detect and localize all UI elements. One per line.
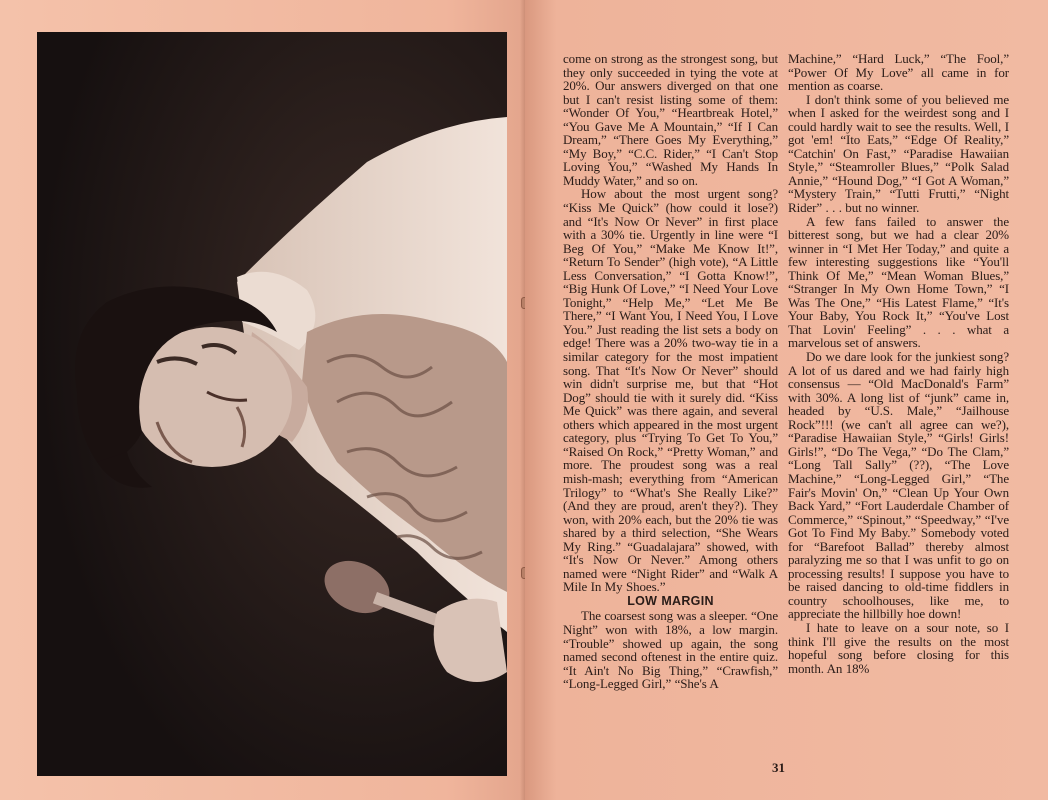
subheading: LOW MARGIN [627, 593, 714, 608]
paragraph: A few fans failed to answer the bitterest song, but we had a clear 20% winner in “I Met Her Today,” and quite a few interesting suggestions like “You'll Think Of Me,” “Mean Woman Blues,” “Stranger In My Own Home Town,” “I Was The One,” “His Latest Flame,” “It's Your Baby, You Rock It,” “You've Lost That Lovin' Feeling” . . . what a marvelous set of answers. [788, 213, 1009, 351]
paragraph: The coarsest song was a sleeper. “One Night” won with 18%, a low margin. “Trouble” showed up again, the song named second oftenest in the entire quiz. “It Ain't No Big Thing,” “Crawfish,” “Long-Legged Girl,” “She's A [563, 608, 778, 692]
text-column-1 [563, 52, 778, 691]
paragraph: I don't think some of you believed me when I asked for the weirdest song and I could hardly wait to see the results. Well, I got 'em! “Ito Eats,” “Edge Of Reality,” “Catchin' On Fast,” “Paradise Hawaiian Style,” “Steamroller Blues,” “Polk Salad Annie,” “Hound Dog,” “I Got A Woman,” “Mystery Train,” “Tutti Frutti,” “Night Rider” . . . but no winner. [788, 91, 1009, 216]
singer-photo [37, 32, 507, 776]
paragraph: Machine,” “Hard Luck,” “The Fool,” “Power Of My Love” all came in for mention as coarse. [788, 51, 1009, 94]
paragraph: I hate to leave on a sour note, so I think I'll give the results on the most hopeful song before closing for this month. An 18% [788, 619, 1009, 676]
paragraph: Do we dare look for the junkiest song? A lot of us dared and we had fairly high consensus — “Old MacDonald's Farm” with 30%. A long list of “junk” came in, headed by “U.S. Male,” “Jailhouse Rock”!!! (we can't all agree can we?), “Paradise Hawaiian Style,” “Girls! Girls! Girls!”, “Do The Vega,” “Do The Clam,” “Long Tall Sally” (??), “The Love Machine,” “Long-Legged Girl,” “The Fair's Movin' On,” “Clean Up Your Own Back Yard,” “Fort Lauderdale Chamber of Commerce,” “Spinout,” “Speedway,” “I've Got To Find My Baby.” Somebody voted for “Barefoot Ballad” thereby almost paralyzing me so that I was unfit to go on processing results! I suppose you have to be raised dancing to old-time fiddlers in country schoolhouses, like me, to appreciate the hillbilly hoe down! [788, 349, 1009, 622]
page-number: 31 [772, 760, 785, 775]
text-column-2 [788, 52, 1009, 675]
paragraph: How about the most urgent song? “Kiss Me Quick” (how could it lose?) and “It's Now Or Never” in first place with a 30% tie. Urgently in line were “I Beg Of You,” “Make Me Know It!”, “Return To Sender” (high vote), “A Little Less Conversation,” “I Gotta Know!”, “Big Hunk Of Love,” “I Need Your Love Tonight,” “Help Me,” “Let Me Be There,” “I Want You, I Need You, I Love You.” Just reading the list sets a body on edge! There was a 20% two-way tie in a similar category for the most impatient song. That “It's Now Or Never” should win didn't surprise me, but that “Hot Dog” should tie with it surely did. “Kiss Me Quick” was there again, and several others which appeared in the most urgent category, plus “Trying To Get To You,” “Raised On Rock,” “Pretty Woman,” and more. The proudest song was a real mish-mash; everything from “American Trilogy” to “What's She Really Like?” (And they are proud, aren't they?). They won, with 20% each, but the 20% tie was shared by a third selection, “She Wears My Ring.” “Guadalajara” showed, with “It's Now Or Never.” Among others named were “Night Rider” and “Walk A Mile In My Shoes.” [563, 186, 778, 595]
paragraph: come on strong as the strongest song, but they only succeeded in tying the vote at 20%. Our answers diverged on that one but I can't resist listing some of them: “Wonder Of You,” “Heartbreak Hotel,” “You Gave Me A Mountain,” “If I Can Dream,” “There Goes My Everything,” “My Boy,” “C.C. Rider,” “I Can't Stop Loving You,” “Washed My Hands In Muddy Water,” and so on. [563, 51, 778, 188]
photo-illustration [37, 32, 507, 776]
